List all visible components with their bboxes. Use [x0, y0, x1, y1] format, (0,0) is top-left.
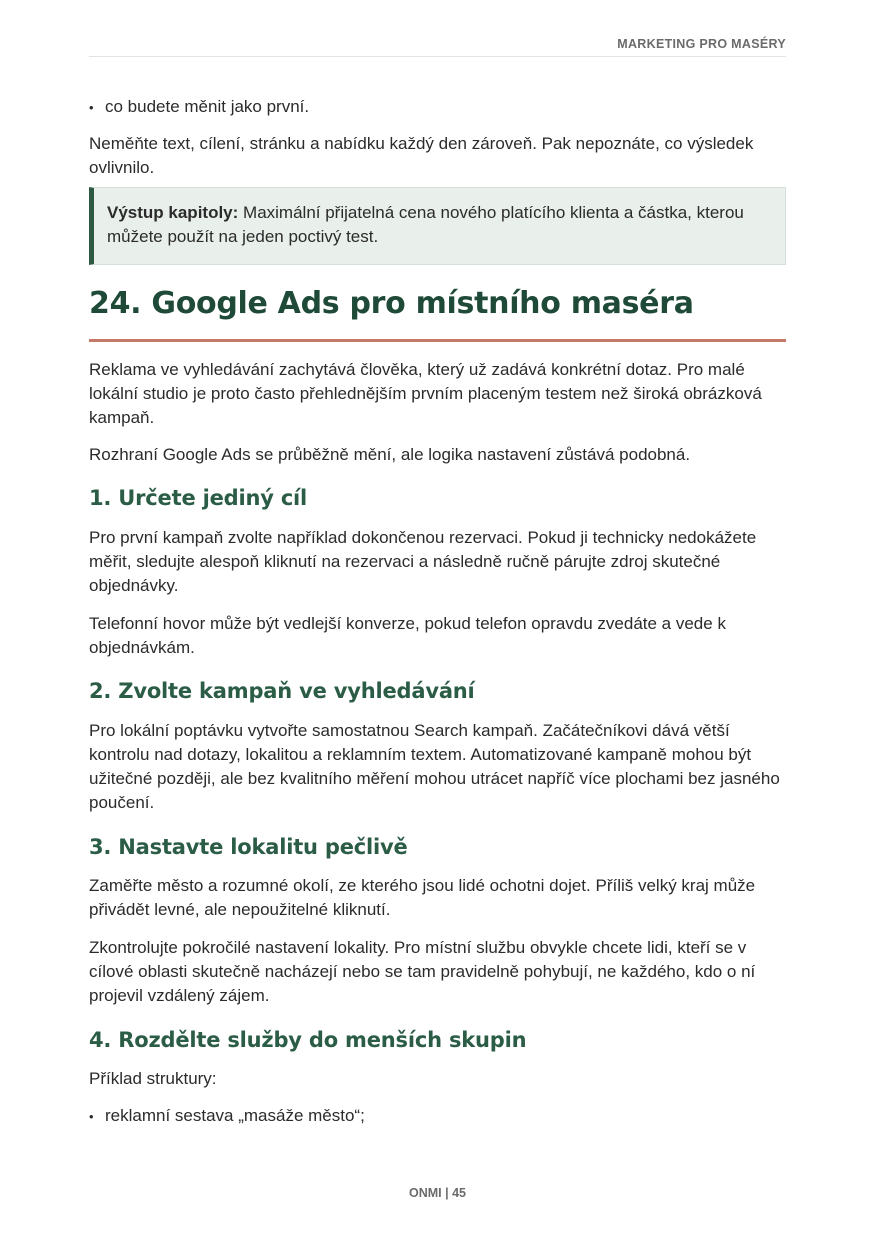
section-heading: 2. Zvolte kampaň ve vyhledávání	[89, 679, 475, 703]
chapter-title-rule	[89, 339, 786, 342]
chapter-title: 24. Google Ads pro místního maséra	[89, 286, 694, 321]
paragraph: Pro první kampaň zvolte například dokončenou rezervaci. Pokud ji technicky nedokážete měřit, sledujte alespoň kliknutí na rezervaci a následně ručně párujte zdroj skutečné objednávky.	[89, 528, 757, 595]
paragraph: Telefonní hovor může být vedlejší konverze, pokud telefon opravdu zvedáte a vede k objednávkám.	[89, 614, 726, 657]
section-heading: 4. Rozdělte služby do menších skupin	[89, 1028, 527, 1052]
callout-text	[107, 201, 771, 249]
chapter-output-callout	[89, 187, 786, 265]
bullet-icon: •	[89, 1109, 94, 1124]
running-header: MARKETING PRO MASÉRY	[617, 37, 786, 51]
paragraph: Pro lokální poptávku vytvořte samostatnou Search kampaň. Začátečníkovi dává větší kontrolu nad dotazy, lokalitou a reklamním textem. Automatizované kampaně mohou být užitečné později, ale bez kvalitního měření mohou utrácet napříč více plochami bez jasného poučení.	[89, 721, 780, 812]
section-heading: 3. Nastavte lokalitu pečlivě	[89, 835, 408, 859]
page-footer: ONMI | 45	[409, 1186, 466, 1200]
paragraph: Příklad struktury:	[89, 1069, 217, 1088]
list-item-text: co budete měnit jako první.	[105, 97, 310, 116]
bullet-icon: •	[89, 100, 94, 115]
paragraph: Zkontrolujte pokročilé nastavení lokality. Pro místní službu obvykle chcete lidi, kteří se v cílové oblasti skutečně nacházejí nebo se tam pravidelně pohybují, ne každého, kdo o ní projevil vzdálený zájem.	[89, 938, 756, 1005]
paragraph: Zaměřte město a rozumné okolí, ze kterého jsou lidé ochotni dojet. Příliš velký kraj může přivádět levné, ale nepoužitelné kliknutí.	[89, 876, 756, 919]
paragraph: Reklama ve vyhledávání zachytává člověka, který už zadává konkrétní dotaz. Pro malé lokální studio je proto často přehlednějším prvním placeným testem než široká obrázková kampaň.	[89, 360, 762, 427]
list-item	[89, 95, 786, 120]
paragraph: Neměňte text, cílení, stránku a nabídku každý den zároveň. Pak nepoznáte, co výsledek ovlivnilo.	[89, 134, 754, 177]
callout-label: Výstup kapitoly:	[107, 203, 239, 222]
paragraph: Rozhraní Google Ads se průběžně mění, ale logika nastavení zůstává podobná.	[89, 445, 691, 464]
list-item-text: reklamní sestava „masáže město“;	[105, 1106, 365, 1125]
callout-body: Maximální přijatelná cena nového platícího klienta a částka, kterou můžete použít na jeden poctivý test.	[107, 203, 744, 246]
header-rule	[89, 56, 786, 57]
list-item	[89, 1104, 786, 1129]
section-heading: 1. Určete jediný cíl	[89, 486, 308, 510]
